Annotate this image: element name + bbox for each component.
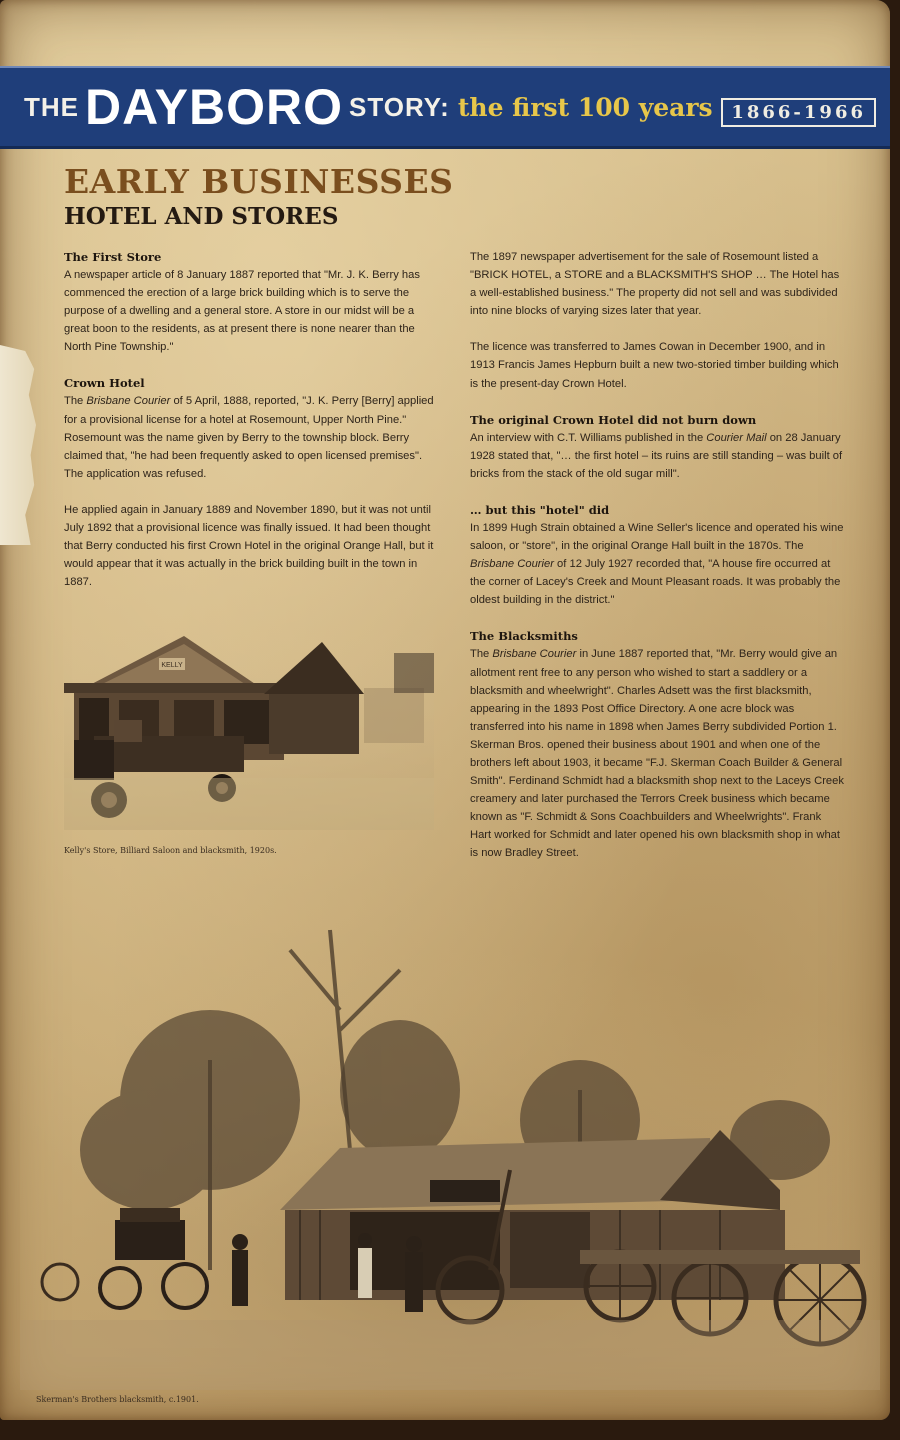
blacksmiths-title: The Blacksmiths — [470, 629, 578, 644]
photo1-caption: Kelly's Store, Billiard Saloon and blacksmith, 1920s. — [64, 846, 277, 855]
crown-hotel-title: Crown Hotel — [64, 376, 145, 391]
first-store-title: The First Store — [64, 250, 162, 264]
newspaper-name: Brisbane Courier — [470, 558, 554, 571]
page-heading: EARLY BUSINESSES — [64, 162, 454, 201]
banner-subtitle: the first 100 years — [457, 92, 713, 122]
applied-again-text: He applied again in January 1889 and November 1890, but it was not until July 1892 that a provisional licence was finally issued. It had been thought that Berry conducted his first Crown Hotel in the original Orange Hall, but it would appear that it was actually in the brick building built in the town in 1887. — [64, 503, 434, 589]
but-this-text: In 1899 Hugh Strain obtained a Wine Seller's licence and operated his wine saloon, or "store", in the original Orange Hall built in the 1870s. The Brisbane Courier of 12 July 1927 recorded that, "A house fire occurred at the corner of Lacey's Creek and Mount Pleasant roads. It was probably the oldest building in the district." — [470, 521, 844, 607]
banner-story: STORY: — [348, 91, 450, 122]
page-subheading: HOTEL AND STORES — [64, 203, 339, 230]
blacksmiths-text: The Brisbane Courier in June 1887 reported that, "Mr. Berry would give an allotment rent free to any person who wished to start a saddlery or a blacksmith and wheelwright". Charles Adsett was the first blacksmith, appearing in the 1893 Post Office Directory. A one acre block was transferred into his name in 1898 when James Berry subdivided Portion 1. Skerman Bros. opened their business about 1901 and when one of the brothers left about 1903, it became "F.J. Skerman Coach Builder & General Smith". Ferdinand Schmidt had a blacksmith shop next to the Laceys Creek creamery and later purchased the Terrors Creek business which became known as "F. Schmidt & Sons Coachbuilders and Wheelwrights". Frank Hart worked for Schmidt and later opened his own blacksmith shop in what is now Bradley Street. — [470, 648, 844, 860]
banner-dayboro: DAYBORO — [85, 79, 343, 135]
first-store-text: A newspaper article of 8 January 1887 reported that "Mr. J. K. Berry has commenced the erection of a large brick building which is to serve the purpose of a dwelling and a general store. A store in our midst will be a great boon to the residents, as at present there is none nearer than the North Pine Township." — [64, 269, 420, 354]
right-column — [470, 248, 845, 881]
store-sign-text: KELLY — [161, 662, 183, 669]
skerman-blacksmith-photo — [20, 890, 880, 1390]
not-burn-title: The original Crown Hotel did not burn down — [470, 412, 757, 427]
title-banner — [0, 66, 890, 149]
newspaper-name: Brisbane Courier — [492, 648, 577, 661]
crown-hotel-text: The Brisbane Courier of 5 April, 1888, reported, "J. K. Perry [Berry] applied for a provisional license for a hotel at Rosemount, Upper North Pine." Rosemount was the name given by Berry to the township block. Berry claimed that, "he had been frequently asked to open licensed premises". The application was refused. — [64, 395, 434, 480]
but-this-title: … but this "hotel" did — [470, 502, 610, 517]
kellys-store-photo — [64, 628, 434, 830]
newspaper-name: Courier Mail — [706, 431, 767, 444]
not-burn-text: An interview with C.T. Williams published in the Courier Mail on 28 January 1928 stated that, "… the first hotel – its ruins are still standing – was built of bricks from the stack of the old sugar mill". — [470, 431, 843, 480]
torn-edge — [0, 345, 36, 545]
sale-text: The 1897 newspaper advertisement for the sale of Rosemount listed a "BRICK HOTEL, a STORE and a BLACKSMITH'S SHOP … The Hotel has a well-established business." The property did not sell and was subdivided into nine blocks of varying sizes later that year. — [470, 251, 840, 318]
newspaper-name: Brisbane Courier — [86, 395, 171, 408]
photo2-caption: Skerman's Brothers blacksmith, c.1901. — [36, 1395, 199, 1404]
banner-years: 1866-1966 — [721, 98, 876, 127]
licence-text: The licence was transferred to James Cowan in December 1900, and in 1913 Francis James Hepburn built a new two-storied timber building which is the present-day Crown Hotel. — [470, 341, 839, 390]
left-column — [64, 248, 439, 609]
banner-the: THE — [24, 91, 79, 122]
